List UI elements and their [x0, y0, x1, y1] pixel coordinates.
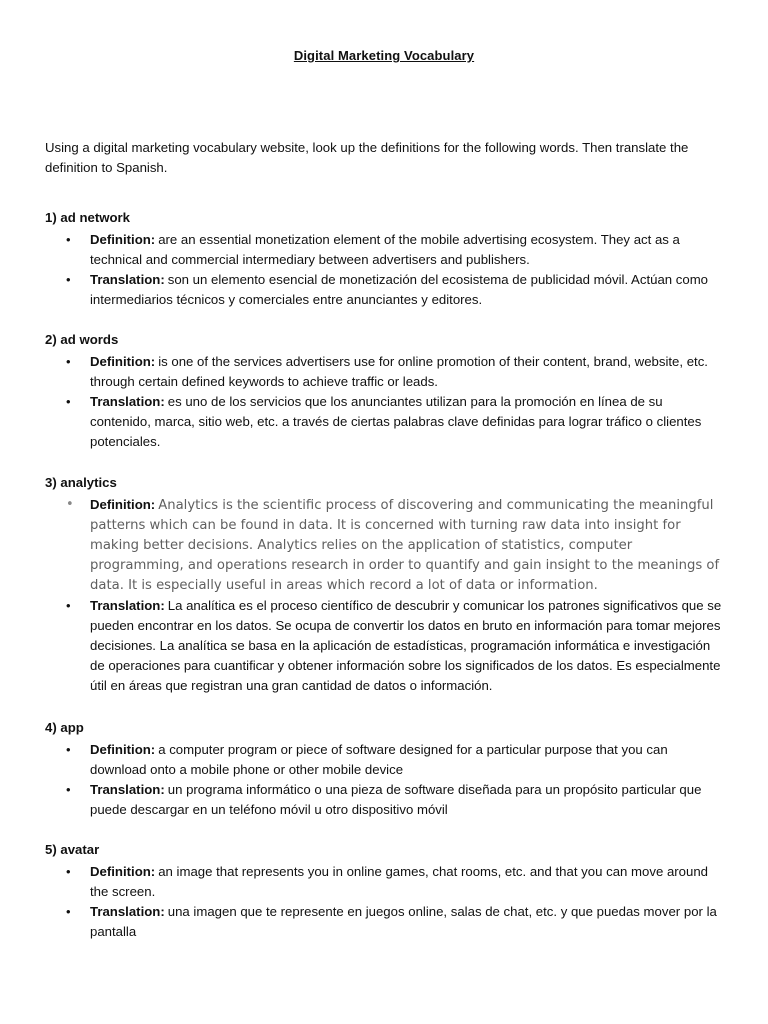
definition-text: is one of the services advertisers use for online promotion of their content, brand, website, etc. through certain defined keywords to achieve traffic or leads.: [90, 354, 708, 389]
bullet-icon: •: [66, 742, 71, 757]
bullet-icon: •: [66, 782, 71, 797]
term-analytics: [45, 473, 725, 696]
term-avatar: [45, 840, 725, 942]
translation-item: [45, 780, 725, 820]
definition-text: Analytics is the scientific process of discovering and communicating the meaningful patterns which can be found in data. It is concerned with turning raw data into insight for making better decisions. Analytics relies on the application of statistics, computer programming, and operations research in order to quantify and gain insight to the meanings of data. It is especially useful in areas which record a lot of data or information.: [90, 498, 720, 593]
definition-item: [45, 352, 725, 392]
translation-text: un programa informático o una pieza de software diseñada para un propósito particular que puede descargar en un teléfono móvil u otro dispositivo móvil: [90, 782, 702, 817]
bullet-icon: •: [66, 497, 74, 512]
bullet-icon: •: [66, 354, 71, 369]
term-heading: 4) app: [45, 720, 84, 735]
translation-item: [45, 392, 725, 452]
definition-item: [45, 862, 725, 902]
term-heading: 2) ad words: [45, 332, 119, 347]
term-heading: 3) analytics: [45, 475, 117, 490]
translation-label: Translation:: [90, 782, 165, 797]
instructions-paragraph: Using a digital marketing vocabulary website, look up the definitions for the following words. Then translate the definition to Spanish.: [45, 140, 689, 175]
bullet-icon: •: [66, 598, 71, 613]
translation-label: Translation:: [90, 598, 165, 613]
translation-text: una imagen que te represente en juegos online, salas de chat, etc. y que puedas mover por la pantalla: [90, 904, 717, 939]
definition-item: [45, 740, 725, 780]
term-details: [45, 230, 725, 310]
term-heading: 5) avatar: [45, 842, 100, 857]
translation-item: [45, 596, 725, 696]
translation-text: es uno de los servicios que los anunciantes utilizan para la promoción en línea de su contenido, marca, sitio web, etc. a través de ciertas palabras clave definidas para lograr tráfico o clientes potenciales.: [90, 394, 702, 449]
definition-label: Definition:: [90, 864, 156, 879]
translation-item: [45, 270, 725, 310]
definition-text: an image that represents you in online games, chat rooms, etc. and that you can move around the screen.: [90, 864, 709, 899]
term-details: [45, 495, 725, 696]
term-details: [45, 740, 725, 820]
translation-text: son un elemento esencial de monetización del ecosistema de publicidad móvil. Actúan como intermediarios técnicos y comerciales entre anunciantes y editores.: [90, 272, 709, 307]
bullet-icon: •: [66, 232, 71, 247]
translation-item: [45, 902, 725, 942]
translation-label: Translation:: [90, 394, 165, 409]
bullet-icon: •: [66, 394, 71, 409]
definition-text: are an essential monetization element of the mobile advertising ecosystem. They act as a technical and commercial intermediary between advertisers and publishers.: [90, 232, 680, 267]
definition-label: Definition:: [90, 354, 156, 369]
translation-text: La analítica es el proceso científico de descubrir y comunicar los patrones significativos que se pueden encontrar en los datos. Se ocupa de convertir los datos en bruto en información para tomar mejores decisiones. La analítica se basa en la aplicación de estadísticas, programación informática e investigación de operaciones para cuantificar y obtener información sobre los significados de los datos. Es especialmente útil en áreas que registran una gran cantidad de datos o información.: [90, 598, 722, 693]
definition-text: a computer program or piece of software designed for a particular purpose that you can download onto a mobile phone or other mobile device: [90, 742, 668, 777]
term-details: [45, 352, 725, 452]
term-heading: 1) ad network: [45, 210, 131, 225]
definition-item: [45, 230, 725, 270]
term-ad-network: [45, 208, 725, 310]
definition-label: Definition:: [90, 232, 156, 247]
term-app: [45, 718, 725, 820]
definition-item: [45, 495, 725, 596]
bullet-icon: •: [66, 904, 71, 919]
bullet-icon: •: [66, 272, 71, 287]
term-details: [45, 862, 725, 942]
page-title: Digital Marketing Vocabulary: [293, 48, 475, 63]
term-ad-words: [45, 330, 725, 452]
definition-label: Definition:: [90, 742, 156, 757]
translation-label: Translation:: [90, 904, 165, 919]
translation-label: Translation:: [90, 272, 165, 287]
bullet-icon: •: [66, 864, 71, 879]
definition-label: Definition:: [90, 497, 156, 512]
